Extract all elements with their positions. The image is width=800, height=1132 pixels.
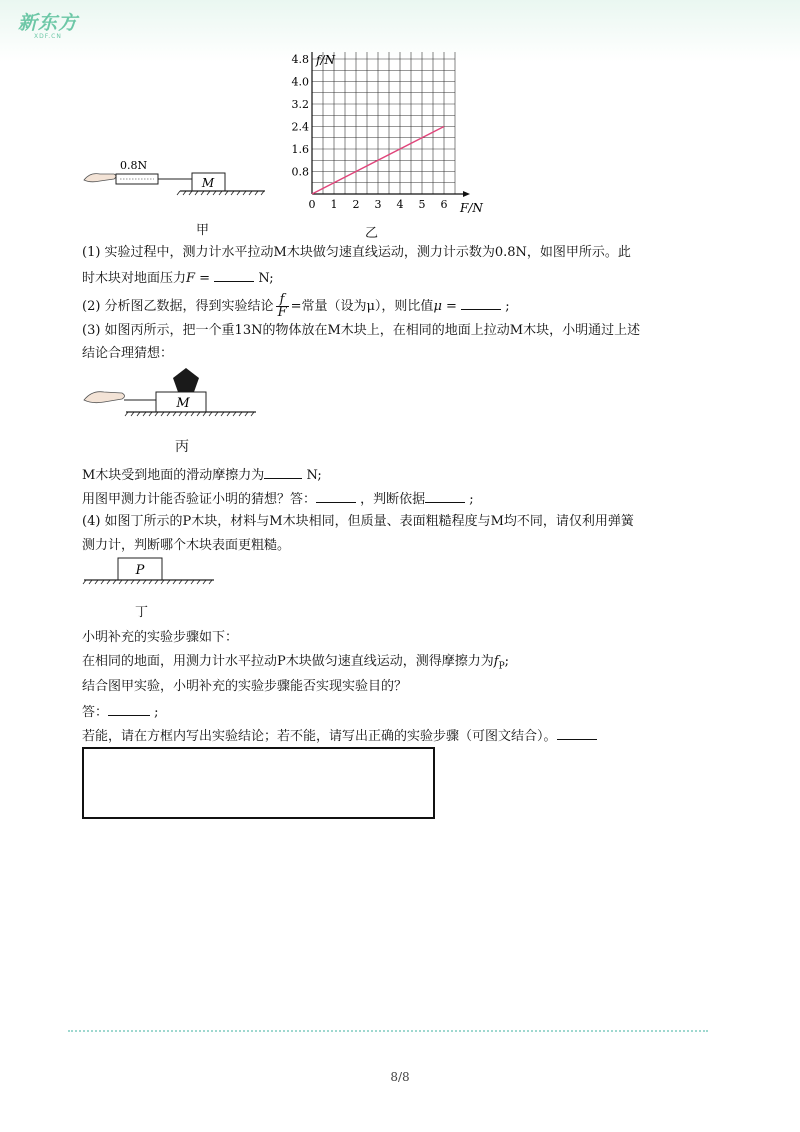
x-tick-label: 1	[330, 198, 338, 211]
q4-line6: 答： ;	[82, 701, 159, 723]
q4-line4: 在相同的地面，用测力计水平拉动P木块做匀速直线运动，测得摩擦力为$f_P$;	[82, 654, 510, 672]
q3-yesno-blank[interactable]	[316, 488, 356, 503]
x-tick-label: 4	[396, 198, 404, 211]
y-tick-label: 4.8	[291, 53, 309, 66]
x-tick-label: 6	[440, 198, 448, 211]
block-m-label: M	[201, 176, 215, 190]
block-m-label: M	[176, 396, 190, 411]
hand-icon	[84, 392, 125, 403]
figure-ding	[82, 556, 218, 588]
x-tick-label: 5	[418, 198, 426, 211]
footer-divider	[68, 1030, 708, 1032]
hand-icon	[84, 174, 116, 182]
q4-steps-blank[interactable]	[557, 725, 597, 740]
logo-text: 新东方	[18, 12, 79, 34]
x-axis-label: F/N	[460, 201, 483, 215]
q1-answer-blank[interactable]	[214, 267, 254, 282]
force-reading: 0.8N	[120, 159, 148, 172]
q3-friction-blank[interactable]	[264, 464, 302, 479]
caption-jia: 甲	[196, 223, 210, 238]
q4-line5: 结合图甲实验，小明补充的实验步骤能否实现实验目的？	[82, 679, 408, 694]
y-axis-label: f/N	[316, 53, 335, 67]
block-p-label: P	[135, 563, 145, 578]
chart-grid	[309, 52, 470, 197]
q4-line2: 测力计，判断哪个木块表面更粗糙。	[82, 538, 291, 553]
q3-line4: 用图甲测力计能否验证小明的猜想？答： ，判断依据 ;	[82, 488, 474, 510]
q1-line2: 时木块对地面压力F = N;	[82, 267, 274, 289]
q2-line: (2) 分析图乙数据，得到实验结论 $\frac{f}{F}$ =常量（设为μ），则比值μ = ;	[82, 292, 510, 320]
y-tick-label: 3.2	[291, 98, 309, 111]
q2-answer-blank[interactable]	[461, 295, 501, 310]
fraction-f-over-F: $\frac{f}{F}$	[277, 292, 287, 320]
q4-line7: 若能，请在方框内写出实验结论；若不能，请写出正确的实验步骤（可图文结合）。	[82, 725, 597, 747]
q3-line2: 结论合理猜想：	[82, 346, 174, 361]
logo-subtext: XDF.CN	[34, 33, 62, 40]
x-tick-label: 3	[374, 198, 382, 211]
caption-ding: 丁	[135, 605, 149, 620]
answer-box[interactable]	[82, 747, 435, 819]
q1-line1: (1) 实验过程中，测力计水平拉动M木块做匀速直线运动，测力计示数为0.8N，如图甲所示。此	[82, 245, 631, 260]
caption-yi: 乙	[365, 226, 379, 241]
caption-bing: 丙	[175, 439, 189, 455]
figure-bing	[80, 362, 260, 420]
y-tick-label: 2.4	[291, 120, 309, 134]
page-number: 8/8	[390, 1070, 410, 1084]
xdf-logo	[18, 8, 78, 42]
x-tick-label: 0	[308, 198, 316, 211]
pentagon-weight-icon	[173, 368, 199, 392]
y-tick-label: 4.0	[291, 75, 309, 89]
q3-line1: (3) 如图丙所示，把一个重13N的物体放在M木块上，在相同的地面上拉动M木块，小明通过上述	[82, 323, 641, 338]
q4-line3: 小明补充的实验步骤如下：	[82, 630, 239, 645]
figure-yi-chart	[288, 52, 488, 220]
figure-jia	[80, 158, 270, 198]
q4-line1: (4) 如图丁所示的P木块，材料与M木块相同，但质量、表面粗糙程度与M均不同，请仅利用弹簧	[82, 514, 634, 529]
x-tick-label: 2	[352, 198, 360, 211]
spring-scale	[116, 174, 158, 184]
q3-line3: M木块受到地面的滑动摩擦力为 N;	[82, 464, 322, 486]
q4-answer-blank[interactable]	[108, 701, 150, 716]
y-tick-label: 1.6	[291, 143, 309, 156]
y-tick-label: 0.8	[291, 165, 309, 179]
q3-basis-blank[interactable]	[425, 488, 465, 503]
